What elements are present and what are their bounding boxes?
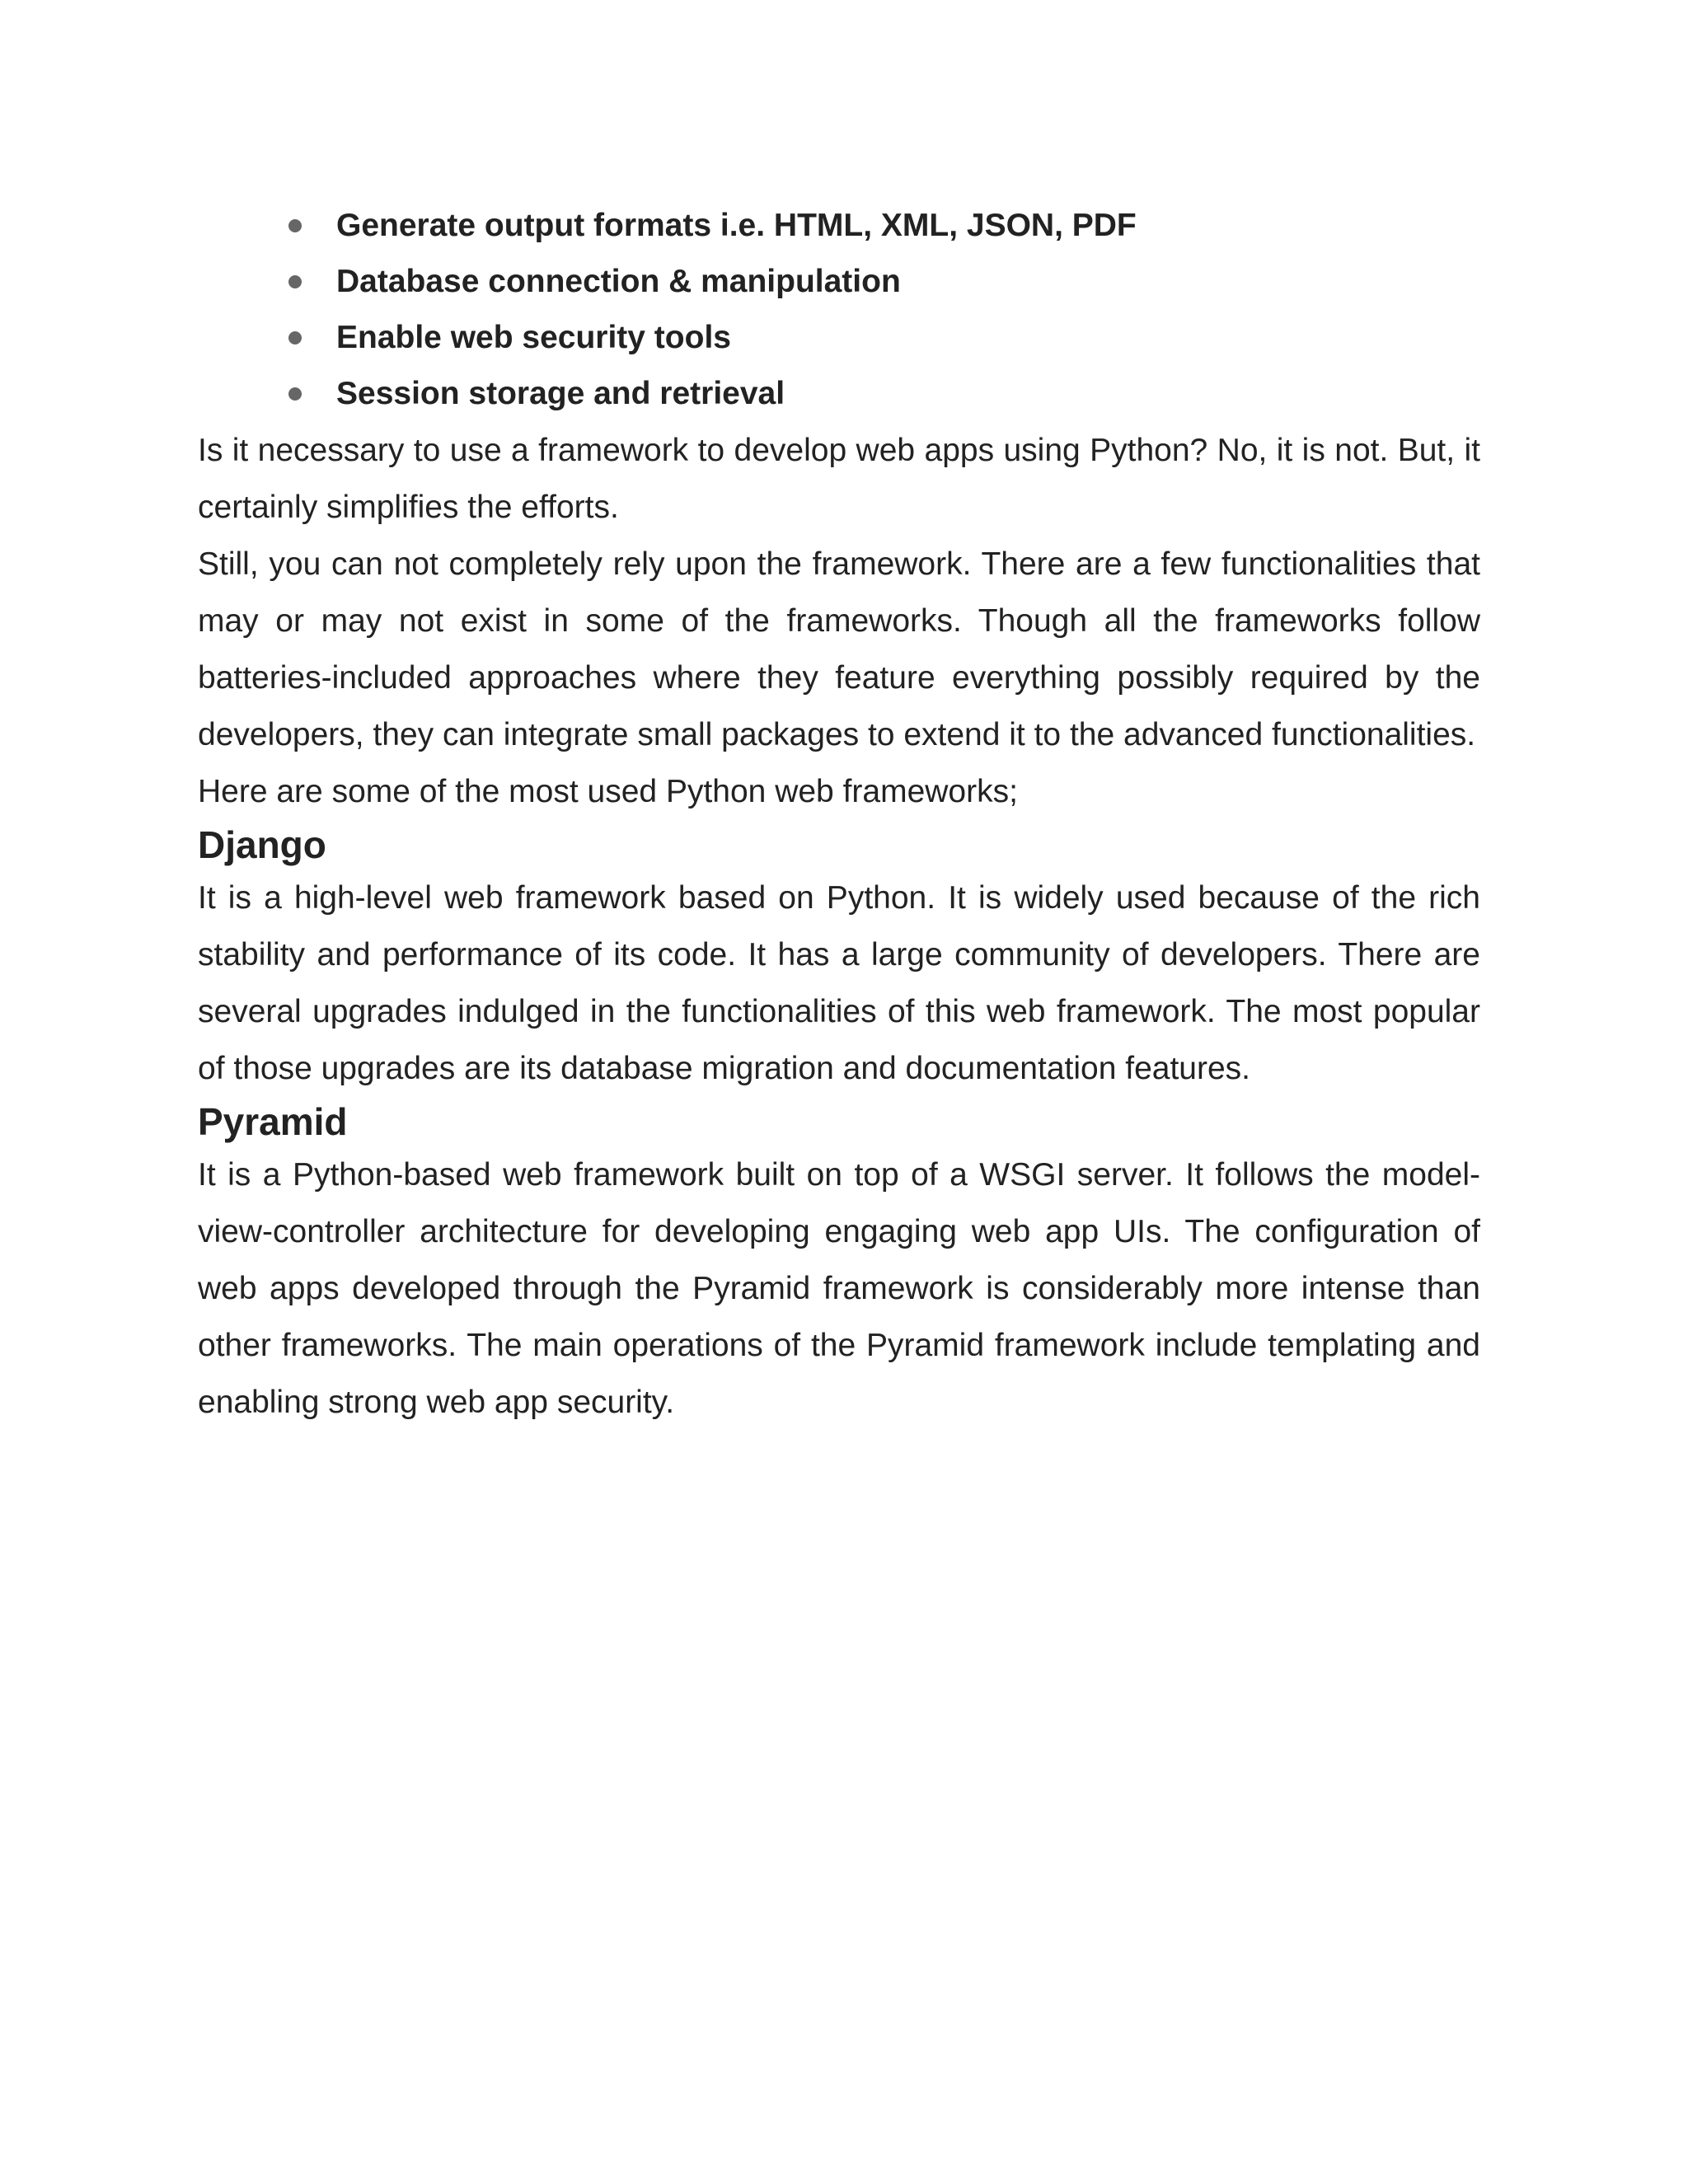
list-item-text: Session storage and retrieval (336, 376, 785, 411)
list-item (198, 366, 1480, 422)
document-content (198, 198, 1480, 1431)
bullet-icon (288, 219, 302, 232)
bullet-icon (288, 331, 302, 344)
section-body-django: It is a high-level web framework based on Python. It is widely used because of the rich stability and performance of its code. It has a large community of developers. There are several upgrades indulged in the functionalities of this web framework. The most popular of those upgrades are its database migration and documentation features. (198, 880, 1480, 1086)
list-item-text: Database connection & manipulation (336, 264, 901, 299)
bullet-icon (288, 387, 302, 401)
list-item-text: Generate output formats i.e. HTML, XML, JSON, PDF (336, 208, 1137, 243)
list-item-text: Enable web security tools (336, 320, 731, 355)
list-item (198, 198, 1480, 254)
section-heading-pyramid: Pyramid (198, 1100, 348, 1143)
list-item (198, 310, 1480, 366)
section-body-pyramid: It is a Python-based web framework built on top of a WSGI server. It follows the model-view-controller architecture for developing engaging web app UIs. The configuration of web apps developed through the Pyramid framework is considerably more intense than other frameworks. The main operations of the Pyramid framework include templating and enabling strong web app security. (198, 1157, 1480, 1420)
section-heading-django: Django (198, 823, 326, 866)
feature-list (198, 198, 1480, 422)
bullet-icon (288, 275, 302, 288)
list-item (198, 254, 1480, 310)
intro-paragraph: Is it necessary to use a framework to develop web apps using Python? No, it is not. But, it certainly simplifies the efforts. (198, 433, 1480, 525)
still-paragraph: Still, you can not completely rely upon the framework. There are a few functionalities that may or may not exist in some of the frameworks. Though all the frameworks follow batteries-included approaches where they feature everything possibly required by the developers, they can integrate small packages to extend it to the advanced functionalities. (198, 546, 1480, 752)
lead-in-paragraph: Here are some of the most used Python web frameworks; (198, 774, 1018, 809)
